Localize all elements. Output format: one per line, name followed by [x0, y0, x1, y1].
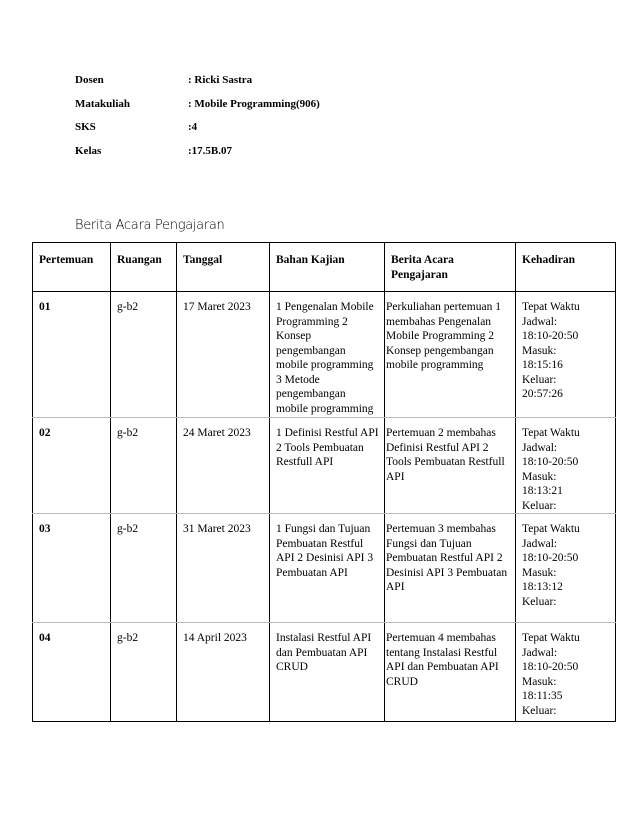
kehadiran-line: Masuk:	[522, 344, 557, 357]
header-bahan-kajian: Bahan Kajian	[270, 243, 385, 292]
info-row-dosen	[75, 74, 320, 98]
header-kehadiran: Kehadiran	[516, 243, 616, 292]
kehadiran-line: Keluar:	[522, 595, 557, 608]
kehadiran-line: 18:15:16	[522, 359, 563, 371]
kehadiran-line: 18:13:21	[522, 485, 563, 497]
cell-berita-acara: Pertemuan 3 membahas Fungsi dan Tujuan Pembuatan Restful API 2 Desinisi API 3 Pembuatan API	[385, 514, 516, 623]
info-label: Matakuliah	[75, 97, 131, 110]
info-label: Dosen	[75, 74, 104, 86]
info-value: :4	[188, 121, 198, 133]
table-header-row	[33, 243, 616, 292]
cell-tanggal: 24 Maret 2023	[177, 418, 270, 514]
section-title: Berita Acara Pengajaran	[75, 218, 225, 233]
info-value: :17.5B.07	[188, 144, 232, 157]
kehadiran-line: Jadwal:	[522, 315, 558, 328]
cell-bahan-kajian: 1 Pengenalan Mobile Programming 2 Konsep pengembangan mobile programming 3 Metode pengembangan mobile programming	[270, 292, 385, 418]
course-info	[75, 74, 320, 168]
cell-bahan-kajian: Instalasi Restful API dan Pembuatan API CRUD	[270, 623, 385, 722]
kehadiran-line: 18:10-20:50	[522, 552, 579, 564]
kehadiran-line: Keluar:	[522, 499, 557, 512]
cell-bahan-kajian: 1 Definisi Restful API 2 Tools Pembuatan Restfull API	[270, 418, 385, 514]
kehadiran-line: 18:10-20:50	[522, 661, 579, 673]
info-row-matakuliah	[75, 98, 320, 122]
cell-berita-acara: Perkuliahan pertemuan 1 membahas Pengenalan Mobile Programming 2 Konsep pengembangan mobile programming	[385, 292, 516, 418]
kehadiran-line: Masuk:	[522, 470, 557, 483]
cell-kehadiran	[516, 418, 616, 514]
cell-pertemuan: 04	[33, 623, 111, 722]
teaching-report-table	[32, 242, 616, 722]
cell-kehadiran	[516, 623, 616, 722]
kehadiran-line: 18:11:35	[522, 690, 563, 702]
kehadiran-line: Tepat Waktu	[522, 301, 580, 313]
header-tanggal: Tanggal	[177, 243, 270, 292]
info-value: : Mobile Programming(906)	[188, 97, 320, 110]
kehadiran-line: Tepat Waktu	[522, 427, 580, 439]
cell-pertemuan: 03	[33, 514, 111, 623]
cell-pertemuan: 02	[33, 418, 111, 514]
kehadiran-line: Masuk:	[522, 675, 557, 688]
kehadiran-line: Masuk:	[522, 566, 557, 579]
info-value: : Ricki Sastra	[188, 74, 253, 86]
kehadiran-line: 18:13:12	[522, 581, 563, 593]
info-row-kelas	[75, 145, 320, 169]
kehadiran-line: 20:57:26	[522, 388, 563, 400]
header-ruangan: Ruangan	[111, 243, 177, 292]
cell-tanggal: 14 April 2023	[177, 623, 270, 722]
kehadiran-line: Keluar:	[522, 704, 557, 717]
info-label: Kelas	[75, 144, 102, 157]
cell-ruangan: g-b2	[111, 514, 177, 623]
header-berita-acara: Berita Acara Pengajaran	[385, 243, 516, 292]
cell-bahan-kajian: 1 Fungsi dan Tujuan Pembuatan Restful API 2 Desinisi API 3 Pembuatan API	[270, 514, 385, 623]
cell-kehadiran	[516, 514, 616, 623]
kehadiran-line: 18:10-20:50	[522, 456, 579, 468]
kehadiran-line: Jadwal:	[522, 646, 558, 659]
cell-ruangan: g-b2	[111, 418, 177, 514]
cell-ruangan: g-b2	[111, 292, 177, 418]
table-row	[33, 292, 616, 418]
info-label: SKS	[75, 121, 96, 133]
table-row	[33, 514, 616, 623]
kehadiran-line: Jadwal:	[522, 537, 558, 550]
table-row	[33, 623, 616, 722]
cell-berita-acara: Pertemuan 4 membahas tentang Instalasi Restful API dan Pembuatan API CRUD	[385, 623, 516, 722]
cell-kehadiran	[516, 292, 616, 418]
kehadiran-line: Keluar:	[522, 373, 557, 386]
kehadiran-line: Tepat Waktu	[522, 632, 580, 644]
kehadiran-line: Tepat Waktu	[522, 523, 580, 535]
header-pertemuan: Pertemuan	[33, 243, 111, 292]
cell-berita-acara: Pertemuan 2 membahas Definisi Restful API 2 Tools Pembuatan Restfull API	[385, 418, 516, 514]
kehadiran-line: Jadwal:	[522, 441, 558, 454]
cell-pertemuan: 01	[33, 292, 111, 418]
kehadiran-line: 18:10-20:50	[522, 330, 579, 342]
cell-tanggal: 17 Maret 2023	[177, 292, 270, 418]
info-row-sks	[75, 121, 320, 145]
cell-tanggal: 31 Maret 2023	[177, 514, 270, 623]
cell-ruangan: g-b2	[111, 623, 177, 722]
table-row	[33, 418, 616, 514]
